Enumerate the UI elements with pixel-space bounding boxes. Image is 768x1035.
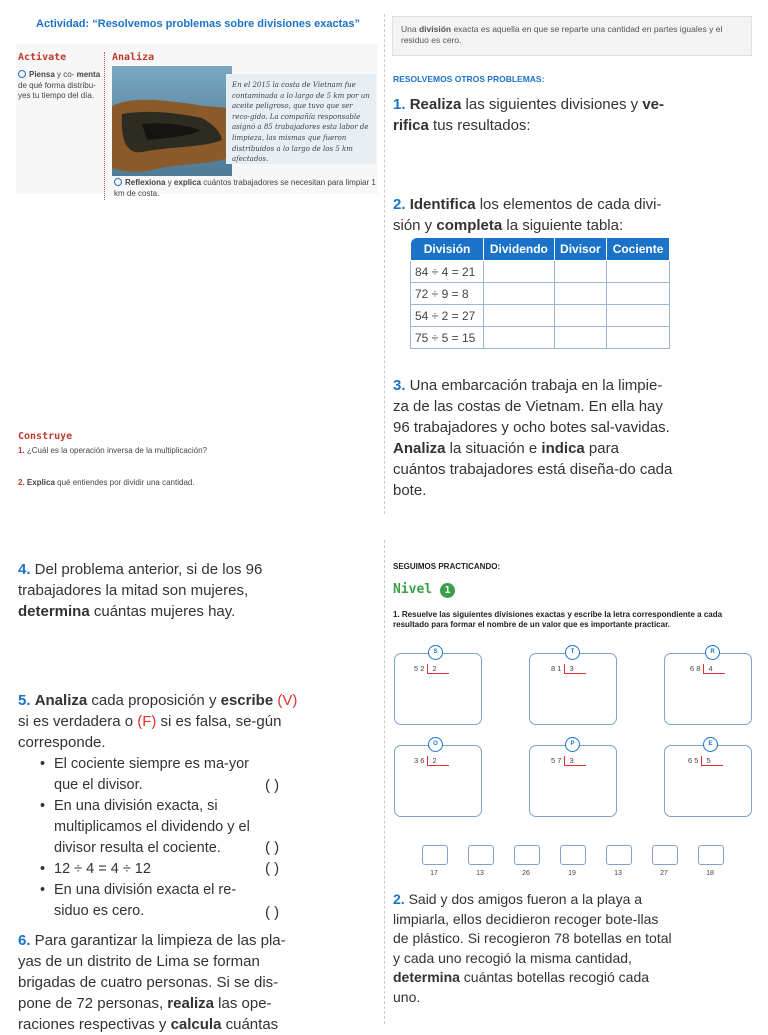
answer-paren[interactable]: ( ): [265, 777, 280, 794]
dividendo-cell[interactable]: [484, 261, 555, 283]
answer-box[interactable]: [698, 845, 724, 865]
problem-3: 3. Una embarcación trabaja en la limpie-za de las costas de Vietnam. En ella hay 96 trabajadores y ocho botes sal-vavidas. Analiza la situación e indica para cuántos trabajadores está diseña-do cada bote.: [393, 377, 673, 499]
card-division: 6 5 5: [688, 756, 723, 766]
bullet-icon: [114, 178, 122, 186]
answer-label: 13: [476, 870, 484, 877]
card-letter: O: [428, 737, 443, 752]
divisor-cell[interactable]: [554, 261, 606, 283]
statement-item: • En una división exacta el re-siduo es cero.: [36, 880, 250, 922]
divisor-cell[interactable]: [554, 283, 606, 305]
card-letter: E: [703, 737, 718, 752]
table-header: Dividendo: [484, 238, 555, 261]
table-row: [411, 283, 670, 305]
cociente-cell[interactable]: [607, 261, 670, 283]
statement-item: • 12 ÷ 4 = 4 ÷ 12: [36, 859, 336, 880]
answer-box[interactable]: [514, 845, 540, 865]
cociente-cell[interactable]: [607, 305, 670, 327]
table-row: [411, 327, 670, 349]
answer-label: 17: [430, 870, 438, 877]
activate-heading: Activate: [18, 52, 67, 63]
nivel-number-icon: 1: [440, 583, 455, 598]
answer-box[interactable]: [422, 845, 448, 865]
nivel-label: Nivel 1: [393, 582, 455, 598]
table-header: Cociente: [607, 238, 670, 261]
table-row: [411, 261, 670, 283]
cociente-cell[interactable]: [607, 283, 670, 305]
practice-problem-2: 2. Said y dos amigos fueron a la playa a limpiarla, ellos decidieron recoger bote-llas de plástico. Si recogieron 78 botellas en total y cada uno recogió la misma cantidad, determina cuántas botellas recogió cada uno.: [393, 891, 672, 1005]
answer-label: 13: [614, 870, 622, 877]
card-letter: T: [565, 645, 580, 660]
card-letter: R: [705, 645, 720, 660]
activate-text: Piensa y co- menta de qué forma distribu-yes tu tiempo del día.: [18, 70, 101, 100]
panel-separator: [104, 52, 105, 200]
card-division: 5 7 3: [551, 756, 586, 766]
seguimos-instruction: 1. Resuelve las siguientes divisiones exactas y escribe la letra correspondiente a cada resultado para formar el nombre de un valor que es importante practicar.: [393, 610, 723, 629]
card-letter: S: [428, 645, 443, 660]
statement-item: • El cociente siempre es ma-yor que el divisor.: [36, 754, 250, 796]
table-header: Divisor: [554, 238, 606, 261]
answer-paren[interactable]: ( ): [265, 860, 280, 877]
statements-list: [36, 754, 336, 922]
problem-2: 2. Identifica los elementos de cada divi-sión y completa la siguiente tabla:: [393, 196, 662, 234]
problem-4: 4. Del problema anterior, si de los 96 trabajadores la mitad son mujeres, determina cuántas mujeres hay.: [18, 561, 263, 620]
table-header-row: [411, 238, 670, 261]
analiza-heading: Analiza: [112, 52, 155, 63]
answer-label: 26: [522, 870, 530, 877]
dividendo-cell[interactable]: [484, 305, 555, 327]
definition-text: Una división exacta es aquella en que se reparte una cantidad en partes iguales y el residuo es cero.: [401, 24, 723, 45]
division-cell: 84 ÷ 4 = 21: [411, 261, 484, 283]
answer-paren[interactable]: ( ): [265, 839, 280, 856]
answer-paren[interactable]: ( ): [265, 904, 280, 921]
column-divider-top: [384, 14, 385, 514]
statement-item: • En una división exacta, si multiplicamos el dividendo y el divisor resulta el cociente.: [36, 796, 254, 859]
card-division: 3 6 2: [414, 756, 449, 766]
answer-label: 18: [706, 870, 714, 877]
table-header: División: [411, 238, 484, 261]
construye-q1: 1. ¿Cuál es la operación inversa de la multiplicación?: [18, 446, 207, 455]
division-cell: 75 ÷ 5 = 15: [411, 327, 484, 349]
card-division: 5 2 2: [414, 664, 449, 674]
definition-box: [392, 16, 752, 56]
problem-6: 6. Para garantizar la limpieza de las pla-yas de un distrito de Lima se forman brigadas de cuatro personas. Si se dis-pone de 72 personas, realiza las ope-raciones respectivas y calcula cuántas: [18, 932, 286, 1033]
construye-heading: Construye: [18, 431, 73, 442]
story-box: [226, 74, 376, 164]
card-division: 8 1 3: [551, 664, 586, 674]
resolvemos-heading: RESOLVEMOS OTROS PROBLEMAS:: [393, 74, 545, 84]
bullet-icon: [18, 70, 26, 78]
answer-label: 19: [568, 870, 576, 877]
oil-spill-photo: [112, 66, 232, 176]
card-division: 6 8 4: [690, 664, 725, 674]
elements-table: [410, 237, 670, 349]
divisor-cell[interactable]: [554, 327, 606, 349]
column-divider-bottom: [384, 540, 385, 1024]
table-row: [411, 305, 670, 327]
dividendo-cell[interactable]: [484, 283, 555, 305]
answer-box[interactable]: [606, 845, 632, 865]
division-cell: 72 ÷ 9 = 8: [411, 283, 484, 305]
problem-1: 1. Realiza las siguientes divisiones y ve-rifica tus resultados:: [393, 96, 665, 134]
construye-q2: 2. Explica qué entiendes por dividir una cantidad.: [18, 478, 195, 487]
seguimos-heading: SEGUIMOS PRACTICANDO:: [393, 562, 501, 571]
answer-label: 27: [660, 870, 668, 877]
cociente-cell[interactable]: [607, 327, 670, 349]
dividendo-cell[interactable]: [484, 327, 555, 349]
story-text: En el 2015 la costa de Vietnam fue contaminada a lo largo de 5 km por un aceite peligroso, que tuvo que ser reco-gido. La compañía responsable asignó a 85 trabajadores esta labor de limpieza, las mismas que fueron distribuidos a lo largo de los 5 km afectados.: [232, 81, 370, 164]
activity-title: Actividad: “Resolvemos problemas sobre divisiones exactas”: [36, 18, 361, 30]
problem-5: 5. Analiza cada proposición y escribe (V) si es verdadera o (F) si es falsa, se-gún corresponde.: [18, 692, 298, 751]
answer-box[interactable]: [468, 845, 494, 865]
reflect-text: Reflexiona y explica cuántos trabajadores se necesitan para limpiar 1 km de costa.: [114, 178, 376, 198]
card-letter: P: [565, 737, 580, 752]
division-cell: 54 ÷ 2 = 27: [411, 305, 484, 327]
answer-box[interactable]: [652, 845, 678, 865]
answer-box[interactable]: [560, 845, 586, 865]
divisor-cell[interactable]: [554, 305, 606, 327]
